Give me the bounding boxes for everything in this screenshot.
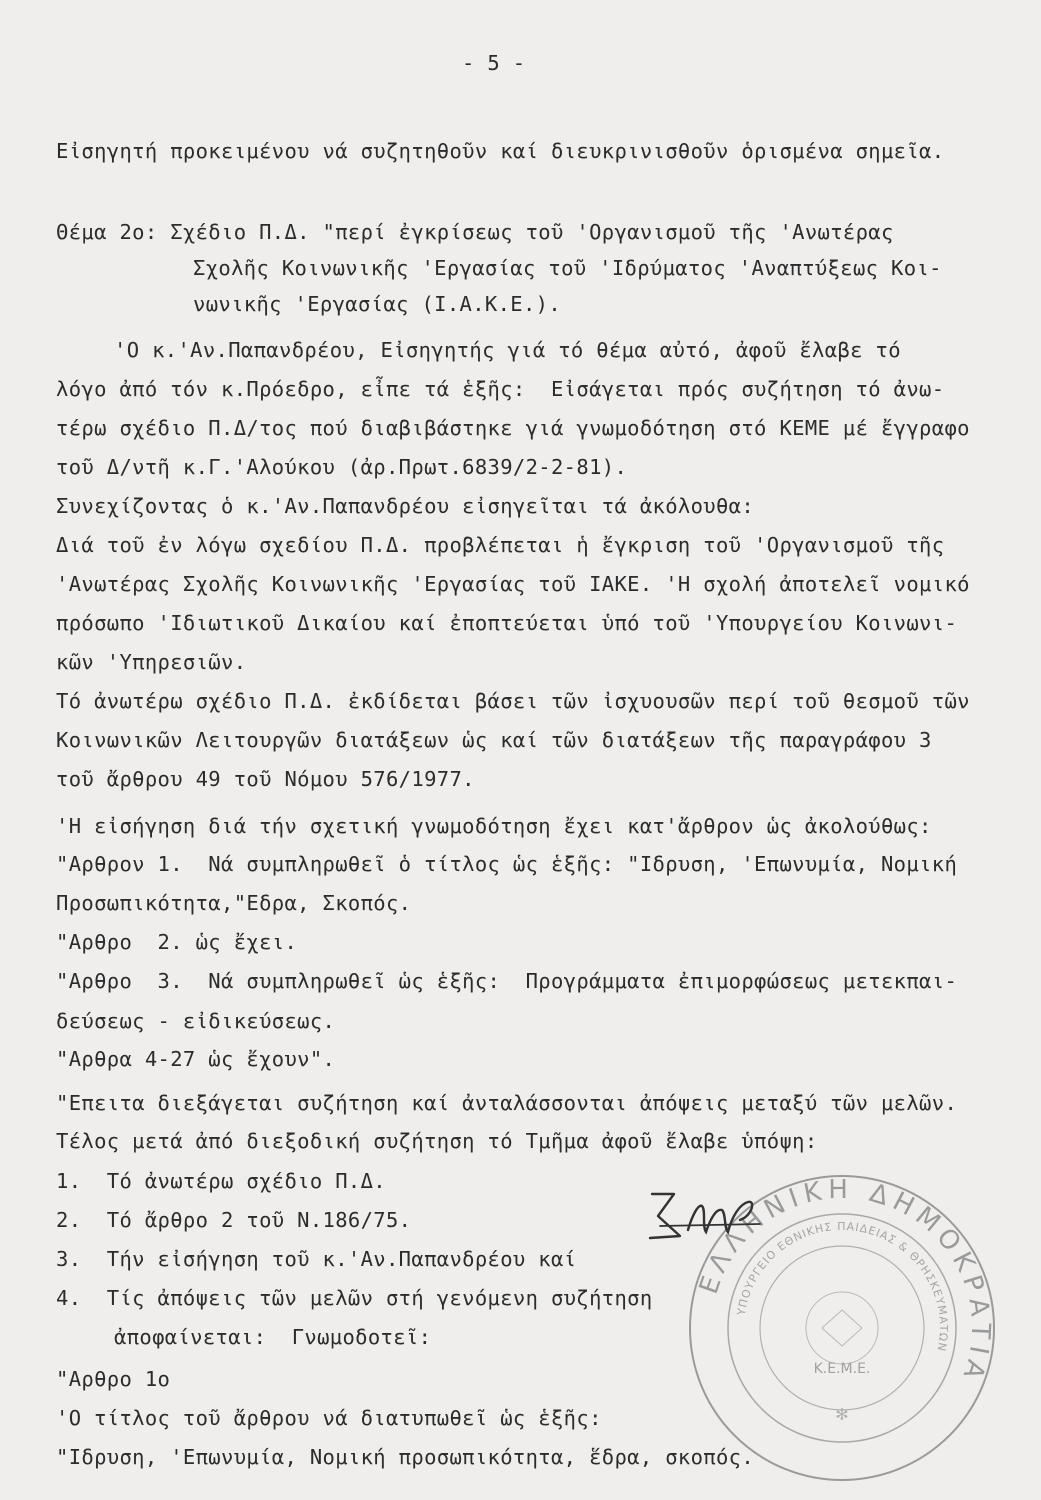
handwritten-signature <box>640 1186 780 1246</box>
text-line: Τό ἀνωτέρω σχέδιο Π.Δ. ἐκδίδεται βάσει τῶν ἰσχυουσῶν περί τοῦ θεσμοῦ τῶν <box>56 689 970 713</box>
text-line: λόγο ἀπό τόν κ.Πρόεδρο, εἶπε τά ἑξῆς: Εἰσάγεται πρός συζήτηση τό ἀνω- <box>56 377 945 401</box>
text-line: 'Ανωτέρας Σχολῆς Κοινωνικῆς 'Εργασίας τοῦ ΙΑΚΕ. 'Η σχολή ἀποτελεῖ νομικό <box>56 572 970 596</box>
svg-text:✻: ✻ <box>835 1405 849 1424</box>
text-line: "Αρθρα 4-27 ὡς ἔχουν". <box>56 1047 336 1071</box>
text-line: "Αρθρο 1ο <box>56 1367 171 1391</box>
text-line: τοῦ ἄρθρου 49 τοῦ Νόμου 576/1977. <box>56 767 475 791</box>
text-line: "Αρθρον 1. Νά συμπληρωθεῖ ὁ τίτλος ὡς ἑξῆς: "Ιδρυση, 'Επωνυμία, Νομική <box>56 852 958 876</box>
list-item: 4. Τίς ἀπόψεις τῶν μελῶν στή γενόμενη συζήτηση <box>56 1286 653 1310</box>
text-line: "Αρθρο 3. Νά συμπληρωθεῖ ὡς ἑξῆς: Προγράμματα ἐπιμορφώσεως μετεκπαι- <box>56 969 958 993</box>
text-line: τέρω σχέδιο Π.Δ/τος πού διαβιβάστηκε γιά γνωμοδότηση στό ΚΕΜΕ μέ ἔγγραφο <box>56 416 970 440</box>
text-line: νωνικῆς 'Εργασίας (Ι.Α.Κ.Ε.). <box>193 292 562 316</box>
svg-text:ΥΠΟΥΡΓΕΙΟ ΕΘΝΙΚΗΣ ΠΑΙΔΕΙΑΣ & Θ: ΥΠΟΥΡΓΕΙΟ ΕΘΝΙΚΗΣ ΠΑΙΔΕΙΑΣ & ΘΡΗΣΚΕΥΜΑΤΩΝ <box>734 1219 951 1353</box>
text-line: Κοινωνικῶν Λειτουργῶν διατάξεων ὡς καί τῶν διατάξεων τῆς παραγράφου 3 <box>56 728 932 752</box>
text-line: Διά τοῦ ἐν λόγω σχεδίου Π.Δ. προβλέπεται ἡ ἔγκριση τοῦ 'Οργανισμοῦ τῆς <box>56 533 945 557</box>
text-line: τοῦ Δ/ντῆ κ.Γ.'Αλούκου (ἀρ.Πρωτ.6839/2-2-81). <box>56 455 628 479</box>
text-line: Σχολῆς Κοινωνικῆς 'Εργασίας τοῦ 'Ιδρύματος 'Αναπτύξεως Κοι- <box>193 256 942 280</box>
page-number: - 5 - <box>462 51 526 75</box>
text-line: "Αρθρο 2. ὡς ἔχει. <box>56 930 298 954</box>
text-line: Προσωπικότητα,"Εδρα, Σκοπός. <box>56 891 412 915</box>
topic-heading: Θέμα 2ο: Σχέδιο Π.Δ. "περί ἐγκρίσεως τοῦ 'Οργανισμοῦ τῆς 'Ανωτέρας <box>56 220 894 244</box>
text-line: πρόσωπο 'Ιδιωτικοῦ Δικαίου καί ἐποπτεύεται ὑπό τοῦ 'Υπουργείου Κοινωνι- <box>56 611 958 635</box>
list-item: 3. Τήν εἰσήγηση τοῦ κ.'Αν.Παπανδρέου καί <box>56 1247 577 1271</box>
text-line: ἀποφαίνεται: Γνωμοδοτεῖ: <box>114 1325 432 1349</box>
svg-text:ΕΛΛΗΝΙΚΗ ΔΗΜΟΚΡΑΤΙΑ: ΕΛΛΗΝΙΚΗ ΔΗΜΟΚΡΑΤΙΑ <box>693 1174 996 1389</box>
text-line: 'Η εἰσήγηση διά τήν σχετική γνωμοδότηση ἔχει κατ'ἄρθρον ὡς ἀκολούθως: <box>56 814 932 838</box>
text-line: "Επειτα διεξάγεται συζήτηση καί ἀνταλάσσονται ἀπόψεις μεταξύ τῶν μελῶν. <box>56 1091 958 1115</box>
text-line: Τέλος μετά ἀπό διεξοδική συζήτηση τό Τμῆμα ἀφοῦ ἔλαβε ὑπόψη: <box>56 1129 818 1153</box>
svg-text:Κ.Ε.Μ.Ε.: Κ.Ε.Μ.Ε. <box>813 1361 871 1377</box>
text-line: "Ιδρυση, 'Επωνυμία, Νομική προσωπικότητα, ἕδρα, σκοπός. <box>56 1445 755 1469</box>
text-line: κῶν 'Υπηρεσιῶν. <box>56 650 247 674</box>
text-line: Συνεχίζοντας ὁ κ.'Αν.Παπανδρέου εἰσηγεῖται τά ἀκόλουθα: <box>56 494 755 518</box>
text-line: 'Ο κ.'Αν.Παπανδρέου, Εἰσηγητής γιά τό θέμα αὐτό, ἀφοῦ ἔλαβε τό <box>114 338 901 362</box>
list-item: 2. Τό ἄρθρο 2 τοῦ Ν.186/75. <box>56 1208 412 1232</box>
list-item: 1. Τό ἀνωτέρω σχέδιο Π.Δ. <box>56 1169 386 1193</box>
text-line: 'Ο τίτλος τοῦ ἄρθρου νά διατυπωθεῖ ὡς ἑξῆς: <box>56 1406 602 1430</box>
text-line: Εἰσηγητή προκειμένου νά συζητηθοῦν καί διευκρινισθοῦν ὁρισμένα σημεῖα. <box>56 139 945 163</box>
text-line: δεύσεως - εἰδικεύσεως. <box>56 1009 336 1033</box>
